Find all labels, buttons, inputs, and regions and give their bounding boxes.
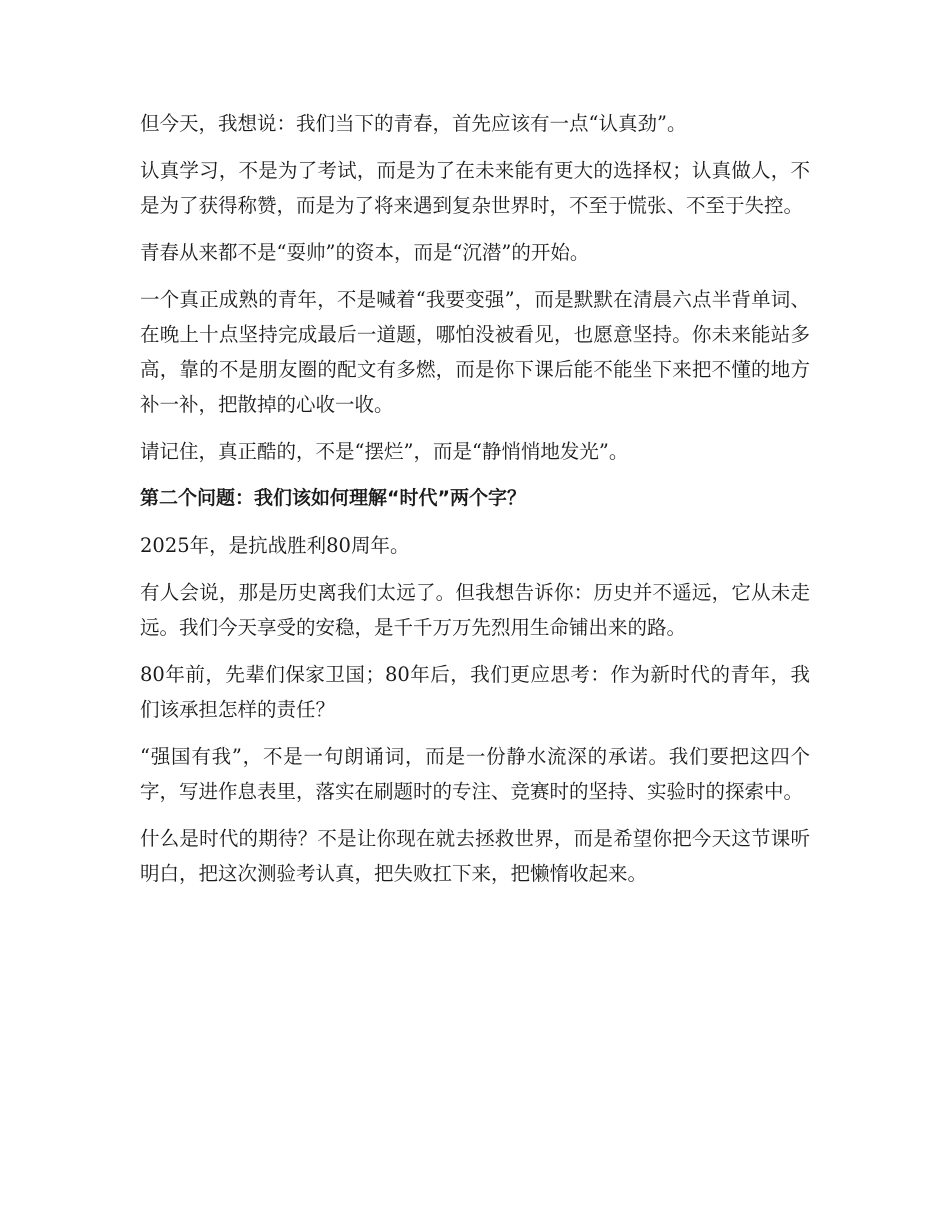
- document-page: [140, 106, 810, 903]
- paragraph-2: 认真学习，不是为了考试，而是为了在未来能有更大的选择权；认真做人，不是为了获得称赞，而是为了将来遇到复杂世界时，不至于慌张、不至于失控。: [140, 159, 810, 217]
- paragraph-7: 有人会说，那是历史离我们太远了。但我想告诉你：历史并不遥远，它从未走远。我们今天享受的安稳，是千千万万先烈用生命铺出来的路。: [140, 581, 810, 639]
- paragraph-6: 2025年，是抗战胜利80周年。: [140, 534, 410, 557]
- paragraph-3: 青春从来都不是“耍帅”的资本，而是“沉潜”的开始。: [140, 241, 590, 264]
- paragraph-8: 80年前，先辈们保家卫国；80年后，我们更应思考：作为新时代的青年，我们该承担怎样的责任？: [140, 663, 810, 721]
- paragraph-1: 但今天，我想说：我们当下的青春，首先应该有一点“认真劲”。: [140, 112, 687, 135]
- paragraph-10: 什么是时代的期待？不是让你现在就去拯救世界，而是希望你把今天这节课听明白，把这次测验考认真，把失败扛下来，把懒惰收起来。: [140, 827, 810, 885]
- section-heading: 第二个问题：我们该如何理解“时代”两个字？: [140, 487, 526, 509]
- paragraph-9: “强国有我”，不是一句朗诵词，而是一份静水流深的承诺。我们要把这四个字，写进作息表里，落实在刷题时的专注、竞赛时的坚持、实验时的探索中。: [140, 745, 810, 803]
- paragraph-5: 请记住，真正酷的，不是“摆烂”，而是“静悄悄地发光”。: [140, 440, 629, 463]
- paragraph-4: 一个真正成熟的青年，不是喊着“我要变强”，而是默默在清晨六点半背单词、在晚上十点坚持完成最后一道题，哪怕没被看见，也愿意坚持。你未来能站多高，靠的不是朋友圈的配文有多燃，而是你下课后能不能坐下来把不懂的地方补一补，把散掉的心收一收。: [140, 288, 810, 416]
